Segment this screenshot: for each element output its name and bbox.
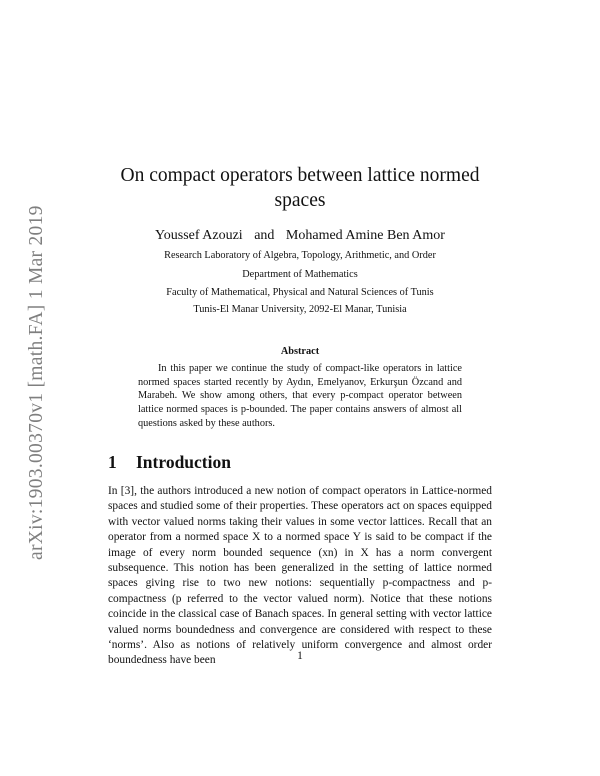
affiliation-university: Tunis-El Manar University, 2092-El Manar, Tunisia bbox=[193, 304, 407, 315]
abstract-text: In this paper we continue the study of compact-like operators in lattice normed spaces started recently by Aydın, Emelyanov, Erkurşun Özcand and Marabeh. We show among others, that every p-compact operator between lattice normed spaces is p-bounded. The paper contains answers of almost all questions asked by these authors. bbox=[138, 363, 462, 429]
affiliation-lab: Research Laboratory of Algebra, Topology, Arithmetic, and Order bbox=[164, 250, 436, 261]
author-ben-amor: Mohamed Amine Ben Amor bbox=[285, 228, 445, 243]
affiliation-department: Department of Mathematics bbox=[242, 269, 358, 280]
page-number: 1 bbox=[297, 650, 303, 662]
affiliation-faculty: Faculty of Mathematical, Physical and Natural Sciences of Tunis bbox=[166, 287, 434, 298]
abstract-heading: Abstract bbox=[280, 346, 320, 357]
section-title: Introduction bbox=[136, 452, 231, 472]
author-line bbox=[100, 226, 500, 246]
section-heading bbox=[108, 452, 231, 473]
section-number: 1 bbox=[108, 452, 117, 472]
paper-title: On compact operators between lattice normed spaces bbox=[120, 165, 480, 211]
author-conjunction: and bbox=[254, 228, 275, 243]
arxiv-stamp[interactable]: arXiv:1903.00370v1 [math.FA] 1 Mar 2019 bbox=[26, 205, 47, 560]
introduction-paragraph: In [3], the authors introduced a new notion of compact operators in Lattice-normed spaces and studied some of their properties. These operators act on spaces equipped with vector valued norms taking their values in some vector lattices. Recall that an operator from a normed space X to a normed space Y is said to be compact if the image of every norm bounded sequence (xn) in X has a norm convergent subsequence. This notion has been generalized in the setting of lattice normed spaces giving rise to two new notions: sequentially p-compactness and p-compactness (p referred to the vector valued norm). Notice that these notions coincide in the classical case of Banach spaces. In general setting with vector lattice valued norms boundedness and convergence are considered with respect to these ‘norms’. Also as notions of relatively uniform convergence and almost order boundedness have been bbox=[108, 485, 492, 667]
author-azouzi: Youssef Azouzi bbox=[155, 228, 243, 243]
